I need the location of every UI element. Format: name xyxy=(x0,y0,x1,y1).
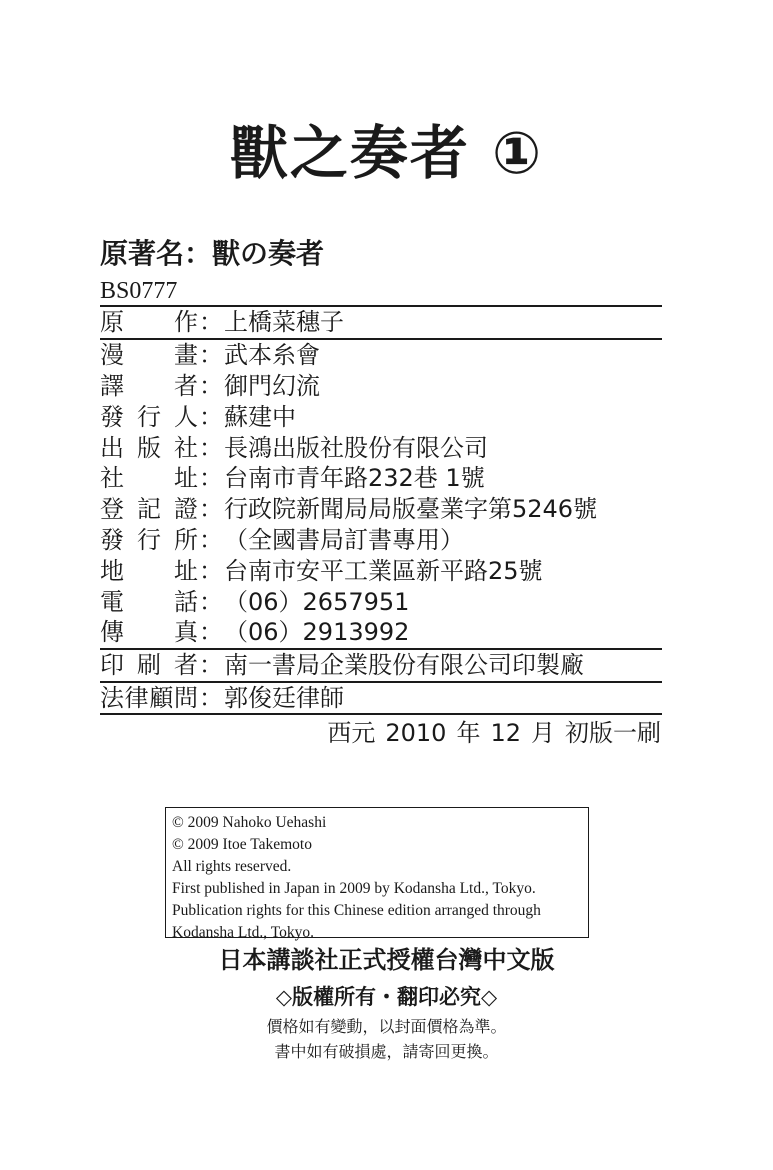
credit-label xyxy=(100,556,198,586)
credit-label xyxy=(100,683,198,713)
credit-value: （06）2657951 xyxy=(224,587,410,616)
credit-colon: ： xyxy=(199,618,223,647)
credit-colon: ： xyxy=(199,587,223,616)
credit-label-char: 畫 xyxy=(174,341,198,370)
credit-label-char: 話 xyxy=(174,587,198,616)
copyright-line: Kodansha Ltd., Tokyo. xyxy=(172,924,314,941)
credit-label-char: 所 xyxy=(174,525,198,554)
copyright-line: All rights reserved. xyxy=(172,858,292,875)
credit-label-char: 址 xyxy=(174,464,198,493)
credit-label-char: 印 xyxy=(100,651,124,680)
credit-row xyxy=(100,307,662,340)
credit-colon: ： xyxy=(199,525,223,554)
credit-label-char: 律 xyxy=(124,683,149,712)
credit-label-char: 地 xyxy=(100,556,124,585)
credit-label-char: 登 xyxy=(100,495,124,524)
credit-label-char: 顧 xyxy=(149,683,174,712)
credit-value: 蘇建中 xyxy=(224,402,296,431)
date-month-unit: 月 xyxy=(531,719,555,747)
credit-label-char: 傳 xyxy=(100,618,124,647)
credit-colon: ： xyxy=(199,341,223,370)
credit-row xyxy=(100,432,662,463)
credit-colon: ： xyxy=(199,495,223,524)
credit-label-char: 行 xyxy=(137,525,161,554)
credit-value: 行政院新聞局局版臺業字第5246號 xyxy=(224,495,598,524)
credit-value: （06）2913992 xyxy=(224,618,410,647)
credit-label xyxy=(100,463,198,493)
credit-row xyxy=(100,494,662,525)
credit-colon: ： xyxy=(199,651,223,680)
copyright-line: © 2009 Itoe Takemoto xyxy=(172,836,312,853)
copyright-line: Publication rights for this Chinese edition arranged through xyxy=(172,902,541,919)
credit-row xyxy=(100,683,662,716)
credit-row xyxy=(100,617,662,650)
damage-note: 書中如有破損處，請寄回更換。 xyxy=(274,1042,499,1061)
credit-label-char: 行 xyxy=(137,402,161,431)
credit-label-char: 者 xyxy=(174,651,198,680)
credit-label-char: 人 xyxy=(174,402,198,431)
book-code: BS0777 xyxy=(100,278,178,304)
credit-row xyxy=(100,340,662,371)
date-year: 2010 xyxy=(385,719,447,747)
credit-label-char: 電 xyxy=(100,587,124,616)
credit-label xyxy=(100,494,198,524)
credit-row xyxy=(100,401,662,432)
original-title: 原著名：獸の奏者 xyxy=(100,237,325,270)
credit-label xyxy=(100,371,198,401)
credit-row xyxy=(100,650,662,683)
credit-value: 台南市安平工業區新平路25號 xyxy=(224,556,543,585)
credit-label-char: 問 xyxy=(173,683,198,712)
credit-row xyxy=(100,555,662,586)
credit-label xyxy=(100,587,198,617)
credit-label xyxy=(100,617,198,647)
credit-label-char: 真 xyxy=(174,618,198,647)
notes xyxy=(0,1014,773,1064)
credit-label-char: 版 xyxy=(137,433,161,462)
credit-label xyxy=(100,340,198,370)
date-year-unit: 年 xyxy=(456,719,481,747)
credit-value: 台南市青年路232巷 1號 xyxy=(224,464,485,493)
credit-colon: ： xyxy=(199,371,223,400)
credit-value: 上橋菜穗子 xyxy=(224,308,344,337)
credit-label-char: 記 xyxy=(137,495,161,524)
credit-label-char: 法 xyxy=(100,683,124,712)
credit-colon: ： xyxy=(199,433,223,462)
credit-colon: ： xyxy=(199,464,223,493)
credit-value: 武本糸會 xyxy=(224,341,320,370)
publication-date xyxy=(317,718,661,748)
price-note: 價格如有變動，以封面價格為準。 xyxy=(266,1017,507,1036)
credit-label-char: 發 xyxy=(100,525,124,554)
credit-colon: ： xyxy=(199,683,223,712)
authorization-line: 日本講談社正式授權台灣中文版 xyxy=(218,946,555,974)
copyright-line: © 2009 Nahoko Uehashi xyxy=(172,814,327,831)
credit-label xyxy=(100,402,198,432)
credit-label-char: 者 xyxy=(174,371,198,400)
credit-row xyxy=(100,525,662,556)
credit-label-char: 作 xyxy=(174,308,198,337)
credit-label-char: 社 xyxy=(100,464,124,493)
credits-table xyxy=(100,305,662,715)
copyright-box xyxy=(165,807,589,941)
credit-label xyxy=(100,307,198,337)
credit-colon: ： xyxy=(199,308,223,337)
book-title: 獸之奏者 ① xyxy=(229,119,544,187)
credit-label-char: 證 xyxy=(174,495,198,524)
credit-label-char: 刷 xyxy=(137,651,161,680)
credit-label xyxy=(100,650,198,680)
credit-row xyxy=(100,586,662,617)
credit-label-char: 譯 xyxy=(100,371,124,400)
date-edition: 初版一刷 xyxy=(565,719,661,747)
credit-label-char: 出 xyxy=(100,433,124,462)
rights-notice: ◇版權所有・翻印必究◇ xyxy=(275,985,498,1009)
credit-label-char: 址 xyxy=(174,556,198,585)
credit-label-char: 原 xyxy=(100,308,124,337)
date-month: 12 xyxy=(490,719,521,747)
credit-value: 南一書局企業股份有限公司印製廠 xyxy=(224,651,584,680)
copyright-line: First published in Japan in 2009 by Kodansha Ltd., Tokyo. xyxy=(172,880,536,897)
credit-colon: ： xyxy=(199,556,223,585)
credit-value: 御門幻流 xyxy=(224,371,320,400)
credit-label xyxy=(100,433,198,463)
date-era: 西元 xyxy=(327,719,376,747)
credit-value: 長鴻出版社股份有限公司 xyxy=(224,433,488,462)
credit-label-char: 社 xyxy=(174,433,198,462)
credit-label-char: 漫 xyxy=(100,341,124,370)
credit-label xyxy=(100,525,198,555)
credit-row xyxy=(100,463,662,494)
credit-row xyxy=(100,371,662,402)
credit-label-char: 發 xyxy=(100,402,124,431)
credit-value: 郭俊廷律師 xyxy=(224,683,344,712)
credit-colon: ： xyxy=(199,402,223,431)
credit-value: （全國書局訂書專用） xyxy=(224,525,464,554)
